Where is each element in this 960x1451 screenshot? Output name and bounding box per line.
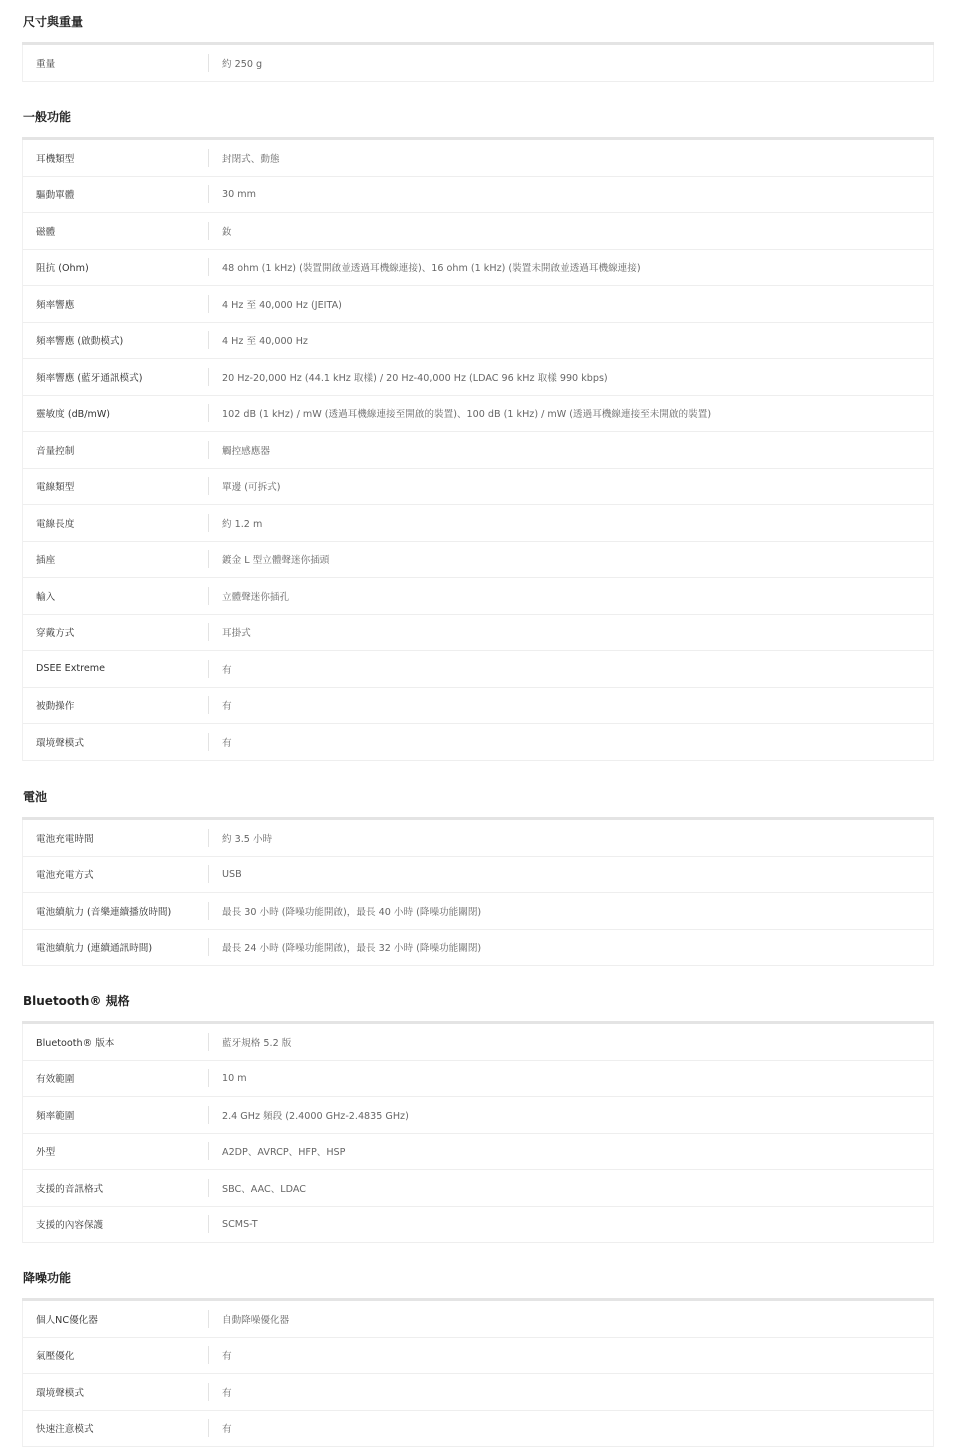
section-title: 一般功能 — [22, 99, 934, 140]
spec-row — [23, 1024, 933, 1061]
spec-row — [23, 688, 933, 725]
spec-row — [23, 359, 933, 396]
spec-value: SCMS-T — [222, 1218, 258, 1230]
spec-value: 有 — [222, 737, 232, 749]
spec-row — [23, 140, 933, 177]
spec-label: 快速注意模式 — [36, 1424, 94, 1436]
spec-value: 封閉式、動態 — [222, 153, 280, 165]
spec-table — [22, 1024, 934, 1243]
spec-value: 30 mm — [222, 188, 256, 200]
spec-label: 頻率響應 — [36, 299, 75, 311]
spec-value: 4 Hz 至 40,000 Hz — [222, 336, 308, 348]
spec-label: 支援的音訊格式 — [36, 1183, 104, 1195]
spec-row — [23, 615, 933, 652]
spec-value: 20 Hz-20,000 Hz (44.1 kHz 取樣) / 20 Hz-40,000 Hz (LDAC 96 kHz 取樣 990 kbps) — [222, 372, 608, 384]
spec-label: 支援的內容保護 — [36, 1220, 104, 1232]
spec-label: 環境聲模式 — [36, 737, 84, 749]
spec-label: 環境聲模式 — [36, 1387, 84, 1399]
spec-label: 靈敏度 (dB/mW) — [36, 409, 111, 421]
spec-table — [22, 140, 934, 761]
spec-value: 最長 24 小時 (降噪功能開啟)，最長 32 小時 (降噪功能關閉) — [222, 943, 482, 955]
spec-label: 外型 — [36, 1147, 56, 1159]
spec-row — [23, 323, 933, 360]
spec-row — [23, 930, 933, 967]
spec-label: 個人NC優化器 — [36, 1314, 98, 1326]
spec-label: 音量控制 — [36, 445, 75, 457]
spec-value: 自動降噪優化器 — [222, 1314, 290, 1326]
spec-label: 磁體 — [36, 226, 56, 238]
spec-value: A2DP、AVRCP、HFP、HSP — [222, 1147, 346, 1159]
spec-row — [23, 1207, 933, 1244]
section-noise-cancelling — [22, 1260, 934, 1447]
spec-row — [23, 432, 933, 469]
spec-table — [22, 45, 934, 82]
spec-table — [22, 1301, 934, 1447]
spec-value: 單邊 (可拆式) — [222, 482, 281, 494]
spec-value: 有 — [222, 701, 232, 713]
section-general-features — [22, 99, 934, 761]
spec-value: 有 — [222, 1351, 232, 1363]
spec-label: 電線長度 — [36, 518, 75, 530]
spec-row — [23, 250, 933, 287]
spec-row — [23, 820, 933, 857]
spec-row — [23, 1134, 933, 1171]
spec-value: 觸控感應器 — [222, 445, 270, 457]
spec-label: 被動操作 — [36, 701, 75, 713]
spec-row — [23, 45, 933, 82]
spec-label: 頻率響應 (啟動模式) — [36, 336, 124, 348]
spec-row — [23, 893, 933, 930]
spec-value: 有 — [222, 1424, 232, 1436]
spec-row — [23, 651, 933, 688]
spec-row — [23, 286, 933, 323]
spec-label: 氣壓優化 — [36, 1351, 75, 1363]
spec-value: 約 1.2 m — [222, 518, 263, 530]
spec-value: 有 — [222, 1387, 232, 1399]
spec-label: 耳機類型 — [36, 153, 75, 165]
spec-row — [23, 396, 933, 433]
spec-label: 穿戴方式 — [36, 628, 75, 640]
spec-label: 阻抗 (Ohm) — [36, 263, 89, 275]
spec-value: 10 m — [222, 1072, 247, 1084]
spec-label: 驅動單體 — [36, 190, 75, 202]
spec-row — [23, 177, 933, 214]
section-dimensions-weight — [22, 4, 934, 82]
spec-value: 鍍金 L 型立體聲迷你插頭 — [222, 555, 330, 567]
spec-value: 立體聲迷你插孔 — [222, 591, 290, 603]
spec-row — [23, 469, 933, 506]
spec-row — [23, 213, 933, 250]
spec-row — [23, 1411, 933, 1448]
section-title: 降噪功能 — [22, 1260, 934, 1301]
spec-value: 釹 — [222, 226, 232, 238]
spec-row — [23, 1170, 933, 1207]
spec-row — [23, 857, 933, 894]
spec-row — [23, 724, 933, 761]
spec-value: 2.4 GHz 頻段 (2.4000 GHz-2.4835 GHz) — [222, 1110, 409, 1122]
spec-row — [23, 1061, 933, 1098]
spec-value: 約 250 g — [222, 58, 263, 70]
spec-value: 約 3.5 小時 — [222, 833, 273, 845]
spec-label: 電池充電方式 — [36, 870, 94, 882]
section-bluetooth — [22, 983, 934, 1243]
section-battery — [22, 779, 934, 966]
section-title: 尺寸與重量 — [22, 4, 934, 45]
spec-row — [23, 578, 933, 615]
section-title: 電池 — [22, 779, 934, 820]
spec-row — [23, 1097, 933, 1134]
spec-value: USB — [222, 868, 242, 880]
spec-value: 藍牙規格 5.2 版 — [222, 1037, 292, 1049]
spec-label: 電線類型 — [36, 482, 75, 494]
spec-label: 頻率響應 (藍牙通訊模式) — [36, 372, 143, 384]
spec-value: 102 dB (1 kHz) / mW (透過耳機線連接至開啟的裝置)、100 dB (1 kHz) / mW (透過耳機線連接至未開啟的裝置) — [222, 409, 712, 421]
section-title: Bluetooth® 規格 — [22, 983, 934, 1024]
spec-label: 有效範圍 — [36, 1074, 75, 1086]
spec-label: 插座 — [36, 555, 56, 567]
spec-row — [23, 1338, 933, 1375]
spec-label: Bluetooth® 版本 — [36, 1037, 115, 1049]
spec-row — [23, 542, 933, 579]
spec-label: 輸入 — [36, 591, 56, 603]
spec-value: SBC、AAC、LDAC — [222, 1183, 306, 1195]
spec-label: 電池續航力 (連續通訊時間) — [36, 943, 153, 955]
spec-label: 電池續航力 (音樂連續播放時間) — [36, 906, 172, 918]
spec-label: 電池充電時間 — [36, 833, 94, 845]
spec-value: 4 Hz 至 40,000 Hz (JEITA) — [222, 299, 342, 311]
spec-value: 48 ohm (1 kHz) (裝置開啟並透過耳機線連接)、16 ohm (1 kHz) (裝置未開啟並透過耳機線連接) — [222, 263, 641, 275]
spec-table — [22, 820, 934, 966]
spec-value: 耳掛式 — [222, 628, 251, 640]
spec-row — [23, 1374, 933, 1411]
spec-value: 最長 30 小時 (降噪功能開啟)，最長 40 小時 (降噪功能關閉) — [222, 906, 482, 918]
spec-row — [23, 1301, 933, 1338]
spec-label: 頻率範圍 — [36, 1110, 75, 1122]
spec-label: DSEE Extreme — [36, 663, 106, 675]
spec-value: 有 — [222, 664, 232, 676]
spec-label: 重量 — [36, 58, 56, 70]
spec-row — [23, 505, 933, 542]
